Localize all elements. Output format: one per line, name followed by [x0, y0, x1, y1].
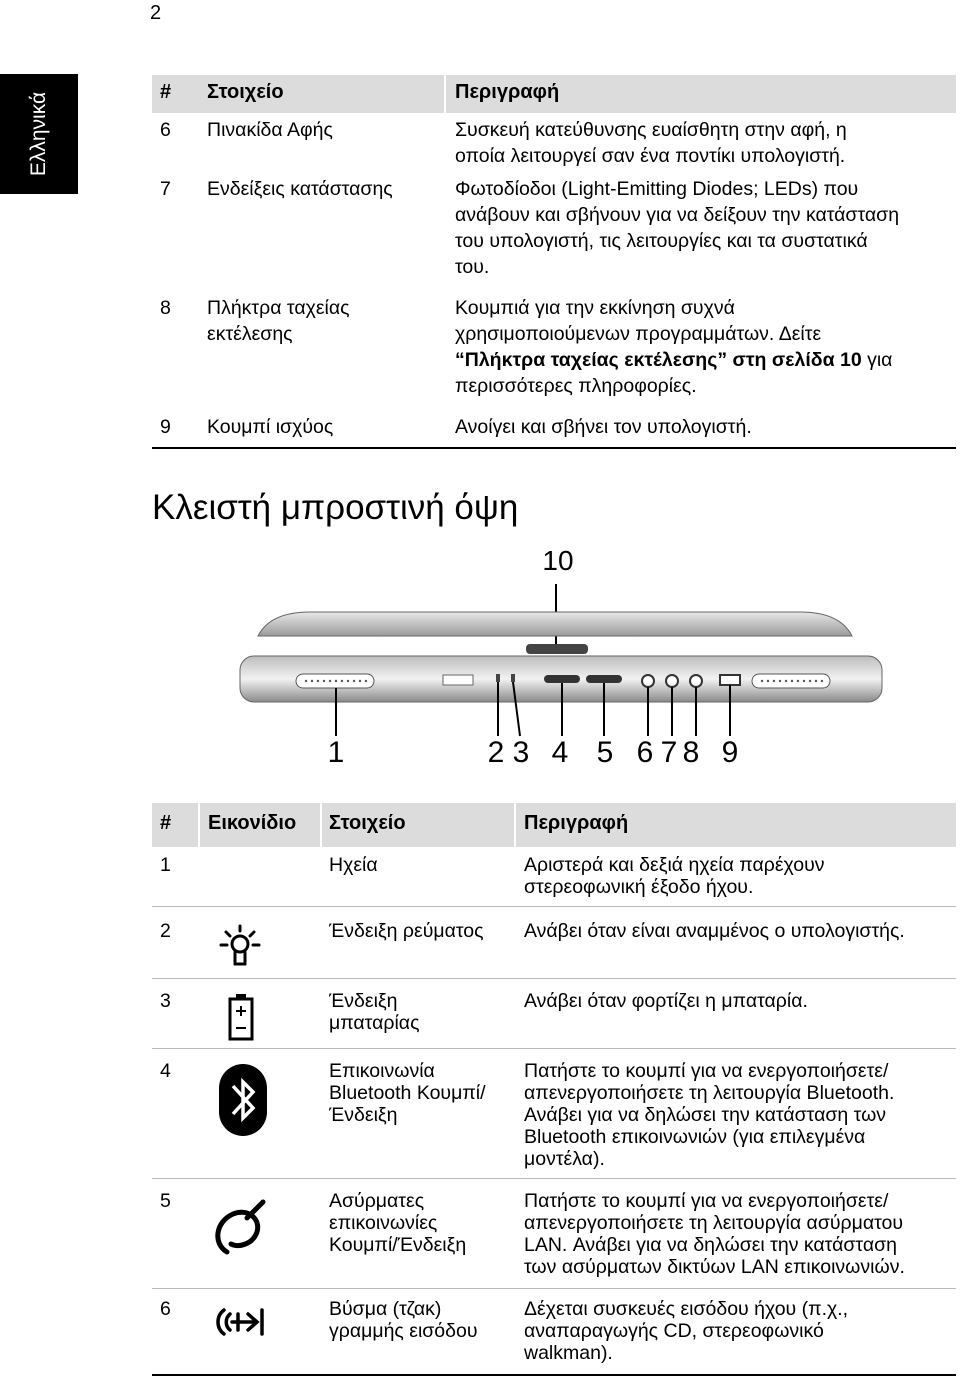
row-item: Βύσμα (τζακ) γραμμής εισόδου: [329, 1298, 478, 1342]
microphone-jack: [666, 675, 678, 687]
table-bottom-rule: [152, 1374, 956, 1376]
wireless-button: [586, 675, 622, 683]
row-number: 9: [160, 416, 171, 438]
row-description: Πατήστε το κουμπί για να ενεργοποιήσετε/ απενεργοποιήσετε τη λειτουργία Bluetooth. Ανάβει για να δηλώσει την κατάσταση των Bluetooth επικοινωνιών (για επιλεγμένα μοντέλα).: [524, 1060, 895, 1170]
power-led: [496, 674, 500, 682]
table-bottom-rule: [152, 447, 956, 449]
row-number: 8: [160, 297, 171, 319]
callout-10: 10: [542, 545, 574, 576]
row-number: 2: [160, 920, 171, 942]
wireless-icon: [211, 1198, 273, 1258]
row-item: Επικοινωνία Bluetooth Κουμπί/ Ένδειξη: [329, 1060, 486, 1126]
row-item: Πινακίδα Αφής: [207, 119, 333, 141]
line-in-jack: [642, 675, 654, 687]
callout-5: 5: [596, 736, 614, 769]
laptop-lid: [258, 612, 852, 636]
callout-3: 3: [512, 736, 530, 769]
row-description: Αριστερά και δεξιά ηχεία παρέχουν στερεοφωνική έξοδο ήχου.: [524, 854, 825, 898]
header-icon: Εικονίδιο: [208, 812, 297, 834]
callout-6: 6: [636, 736, 654, 769]
row-description: Συσκευή κατεύθυνσης ευαίσθητη στην αφή, η οποία λειτουργεί σαν ένα ποντίκι υπολογιστή.: [455, 119, 847, 167]
row-description: Ανάβει όταν φορτίζει η μπαταρία.: [524, 990, 808, 1012]
line-in-jack-icon: [212, 1304, 266, 1340]
row-item: Ένδειξη μπαταρίας: [329, 990, 420, 1034]
row-number: 1: [160, 854, 171, 876]
battery-led: [511, 674, 515, 682]
laptop-front-view-figure: [230, 540, 900, 780]
header-item: Στοιχείο: [207, 81, 284, 103]
page-number: 2: [150, 2, 162, 24]
row-description: Κουμπιά για την εκκίνηση συχνά χρησιμοποιούμενων προγραμμάτων. Δείτε “Πλήκτρα ταχείας εκτέλεσης” στη σελίδα 10 για περισσότερες πληροφορίες.: [455, 297, 893, 397]
row-item: Κουμπί ισχύος: [207, 416, 334, 438]
row-number: 4: [160, 1060, 171, 1082]
language-tab-label: Ελληνικά: [27, 91, 50, 177]
header-number: #: [160, 812, 172, 834]
row-item: Ενδείξεις κατάστασης: [207, 178, 393, 200]
row-description: Φωτοδίοδοι (Light-Emitting Diodes; LEDs) που ανάβουν και σβήνουν για να δείξουν την κατάσταση του υπολογιστή, τις λειτουργίες και τα συστατικά του.: [455, 178, 900, 278]
row-description: Πατήστε το κουμπί για να ενεργοποιήσετε/ απενεργοποιήσετε τη λειτουργία ασύρματου LAN. Ανάβει για να δηλώσει την κατάσταση των ασύρματων δικτύων LAN επικοινωνιών.: [524, 1190, 905, 1278]
header-description: Περιγραφή: [524, 812, 629, 834]
row-number: 3: [160, 990, 171, 1012]
row-number: 5: [160, 1190, 171, 1212]
battery-icon: [227, 992, 255, 1042]
language-tab: [0, 74, 78, 194]
callout-1: 1: [327, 736, 345, 769]
section-title: Κλειστή μπροστινή όψη: [152, 488, 519, 527]
row-number: 6: [160, 119, 171, 141]
row-item: Πλήκτρα ταχείας εκτέλεσης: [207, 297, 350, 345]
row-item: Ηχεία: [329, 854, 378, 876]
callout-9: 9: [721, 736, 739, 769]
callout-4: 4: [551, 736, 569, 769]
callout-2: 2: [487, 736, 505, 769]
row-item: Ασύρματες επικοινωνίες Κουμπί/Ένδειξη: [329, 1190, 467, 1256]
lid-latch: [526, 644, 588, 654]
row-description: Ανάβει όταν είναι αναμμένος ο υπολογιστής.: [524, 920, 905, 942]
header-description: Περιγραφή: [455, 81, 560, 103]
callout-8: 8: [682, 736, 700, 769]
header-item: Στοιχείο: [329, 812, 406, 834]
headphone-jack: [690, 675, 702, 687]
usb-port: [720, 675, 740, 685]
bluetooth-icon: [217, 1062, 269, 1138]
page-reference-link[interactable]: “Πλήκτρα ταχείας εκτέλεσης” στη σελίδα 10: [455, 349, 862, 371]
bluetooth-button: [544, 675, 580, 683]
row-number: 6: [160, 1298, 171, 1320]
row-description: Ανοίγει και σβήνει τον υπολογιστή.: [455, 416, 752, 438]
callout-7: 7: [660, 736, 678, 769]
power-led-bulb-icon: [218, 924, 262, 970]
card-slot: [443, 675, 473, 685]
header-number: #: [160, 81, 172, 103]
row-description: Δέχεται συσκευές εισόδου ήχου (π.χ., αναπαραγωγής CD, στερεοφωνικό walkman).: [524, 1298, 849, 1364]
row-number: 7: [160, 178, 171, 200]
row-item: Ένδειξη ρεύματος: [329, 920, 484, 942]
